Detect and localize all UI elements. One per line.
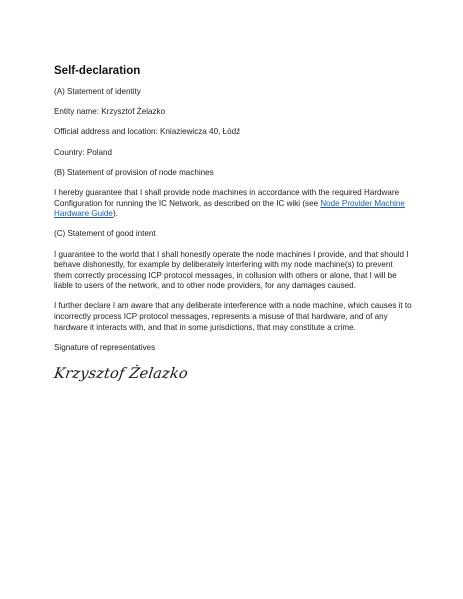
signature-label: Signature of representatives xyxy=(54,342,156,352)
document-body xyxy=(54,64,412,363)
entity-name: Entity name: Krzysztof Żelazko xyxy=(54,107,166,117)
section-b-paragraph xyxy=(54,188,412,220)
handwritten-signature: Krzysztof Żelazko xyxy=(53,366,189,382)
section-a-heading: (A) Statement of identity xyxy=(54,87,141,96)
section-b-text-before-link: I hereby guarantee that I shall provide node machines in accordance with the required Hardware Configuration for running the IC Network, as described on the IC wiki (see xyxy=(54,187,400,208)
section-c-paragraph-2: I further declare I am aware that any deliberate interference with a node machine, which causes it to incorrectly process ICP protocol messages, represents a misuse of that hardware, and of any hardware it interacts with, and that in some jurisdictions, that may constitute a crime. xyxy=(54,301,412,332)
country: Country: Poland xyxy=(54,147,113,157)
document-title: Self-declaration xyxy=(54,65,141,77)
official-address: Official address and location: Kniaziewicza 40, Łódź xyxy=(54,127,241,137)
hardware-guide-link[interactable]: Node Provider Machine Hardware Guide xyxy=(54,198,405,219)
section-b-heading: (B) Statement of provision of node machines xyxy=(54,167,214,177)
section-c-heading: (C) Statement of good intent xyxy=(54,229,156,239)
section-b-text-after-link: ). xyxy=(112,209,118,219)
section-c-paragraph-1: I guarantee to the world that I shall honestly operate the node machines I provide, and that should I behave dishonestly, for example by deliberately interfering with my node machine(s) to prevent them correctly processing ICP protocol messages, in collusion with others or alone, that I will be liable to users of the network, and to other node providers, for any damages caused. xyxy=(54,249,409,291)
